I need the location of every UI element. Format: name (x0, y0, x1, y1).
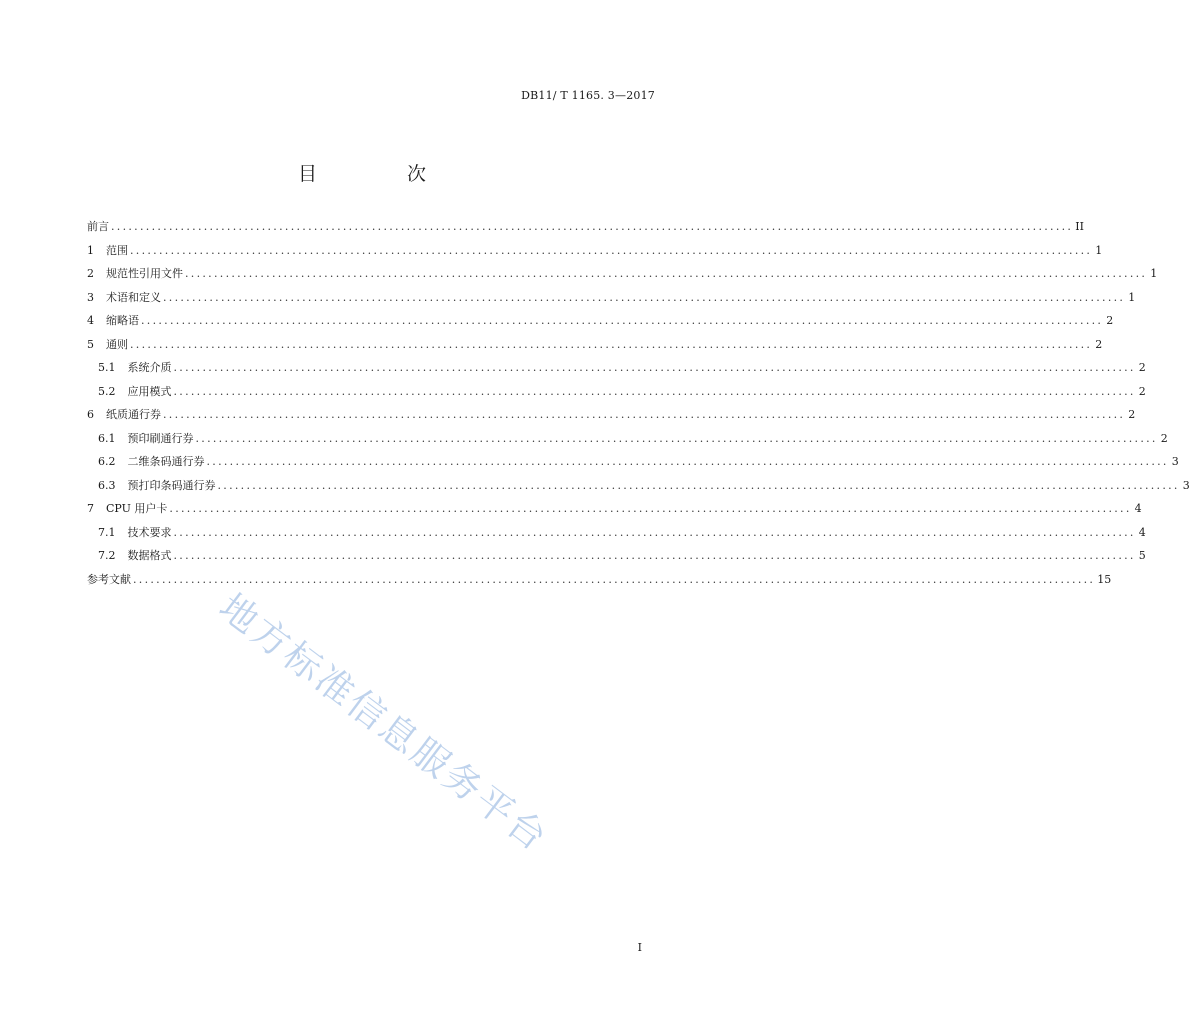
toc-entry[interactable] (87, 571, 1112, 595)
page-number: I (637, 941, 642, 954)
toc-entry-page: 1 (1128, 290, 1136, 304)
toc-entry-page: 4 (1134, 502, 1142, 515)
toc-entry-number: 6.3 (98, 478, 116, 492)
toc-entry-label: 前言 (87, 220, 109, 233)
watermark: 地方标准信息服务平台 (211, 585, 557, 861)
toc-entry-number: 6.1 (98, 431, 116, 445)
toc-entry-page: 2 (1160, 431, 1168, 445)
toc-entry-label: CPU 用户卡 (106, 502, 168, 515)
toc-entry-number: 7 (87, 502, 94, 515)
toc-entry[interactable] (87, 477, 1190, 501)
toc-entry-page: 2 (1128, 408, 1136, 421)
toc-entry-page: 5 (1138, 549, 1146, 562)
toc-entry-page: 2 (1095, 337, 1103, 351)
toc-entry-page: 2 (1106, 314, 1114, 327)
toc-leader-dots: ...................................................................................................................................................................... (163, 408, 1126, 421)
toc-entry-label: 缩略语 (106, 314, 139, 327)
toc-leader-dots: ...................................................................................................................................................................... (130, 243, 1093, 257)
toc-entry-number: 2 (87, 267, 94, 280)
toc-entry-page: 1 (1095, 243, 1103, 257)
toc-entry[interactable] (87, 406, 1136, 430)
toc-entry[interactable] (87, 312, 1114, 336)
toc-leader-dots: ...................................................................................................................................................................... (163, 290, 1126, 304)
toc-entry-page: 15 (1097, 572, 1112, 586)
toc-entry-label: 数据格式 (127, 549, 172, 562)
toc-leader-dots: ...................................................................................................................................................................... (111, 220, 1074, 233)
toc-entry-number: 5.1 (98, 361, 116, 374)
toc-entry-page: 4 (1138, 525, 1146, 539)
toc-entry-label: 预打印条码通行券 (127, 478, 216, 492)
toc-leader-dots: ...................................................................................................................................................................... (173, 549, 1136, 562)
toc-entry-label: 系统介质 (127, 361, 172, 374)
toc-leader-dots: ...................................................................................................................................................................... (130, 337, 1093, 351)
toc-leader-dots: ...................................................................................................................................................................... (185, 267, 1148, 280)
toc-entry-label: 术语和定义 (106, 290, 161, 304)
toc-entry[interactable] (87, 265, 1158, 289)
toc-entry[interactable] (87, 218, 1084, 242)
toc-entry[interactable] (87, 242, 1103, 266)
toc-title: 目 次 (297, 163, 469, 185)
toc-entry-page: II (1075, 220, 1084, 233)
toc-leader-dots: ...................................................................................................................................................................... (141, 314, 1104, 327)
toc-entry-number: 1 (87, 243, 94, 257)
toc-leader-dots: ...................................................................................................................................................................... (173, 361, 1136, 374)
toc-entry-number: 7.1 (98, 525, 116, 539)
toc-entry-number: 3 (87, 290, 94, 304)
toc-entry-page: 3 (1182, 478, 1190, 492)
toc-entry-label: 规范性引用文件 (106, 267, 183, 280)
toc-entry-page: 1 (1150, 267, 1158, 280)
toc-entry-number: 6 (87, 408, 94, 421)
table-of-contents (87, 218, 1190, 594)
toc-leader-dots: ...................................................................................................................................................................... (206, 455, 1169, 468)
toc-entry-number: 5.2 (98, 384, 116, 398)
toc-entry-label: 参考文献 (87, 572, 131, 586)
toc-entry-label: 通则 (106, 337, 128, 351)
toc-entry[interactable] (87, 547, 1146, 571)
toc-entry-number: 6.2 (98, 455, 116, 468)
toc-entry[interactable] (87, 524, 1146, 548)
toc-entry[interactable] (87, 289, 1136, 313)
toc-leader-dots: ...................................................................................................................................................................... (169, 502, 1132, 515)
toc-entry[interactable] (87, 336, 1103, 360)
toc-leader-dots: ...................................................................................................................................................................... (133, 572, 1096, 586)
toc-entry-label: 范围 (106, 243, 128, 257)
toc-leader-dots: ...................................................................................................................................................................... (195, 431, 1158, 445)
toc-entry-label: 纸质通行券 (106, 408, 161, 421)
toc-entry-label: 预印刷通行券 (127, 431, 194, 445)
toc-entry-label: 应用模式 (127, 384, 172, 398)
toc-entry-page: 2 (1138, 361, 1146, 374)
standard-code: DB11/ T 1165. 3—2017 (521, 89, 655, 102)
toc-entry-label: 二维条码通行券 (127, 455, 205, 468)
toc-entry[interactable] (87, 359, 1146, 383)
toc-entry[interactable] (87, 453, 1179, 477)
toc-leader-dots: ...................................................................................................................................................................... (173, 525, 1136, 539)
toc-leader-dots: ...................................................................................................................................................................... (173, 384, 1136, 398)
toc-entry-page: 2 (1138, 384, 1146, 398)
toc-entry[interactable] (87, 430, 1168, 454)
toc-entry[interactable] (87, 500, 1142, 524)
toc-entry-number: 5 (87, 337, 94, 351)
toc-entry-number: 7.2 (98, 549, 116, 562)
toc-entry-page: 3 (1171, 455, 1179, 468)
toc-entry-label: 技术要求 (127, 525, 172, 539)
toc-entry[interactable] (87, 383, 1146, 407)
toc-entry-number: 4 (87, 314, 94, 327)
toc-leader-dots: ...................................................................................................................................................................... (217, 478, 1180, 492)
